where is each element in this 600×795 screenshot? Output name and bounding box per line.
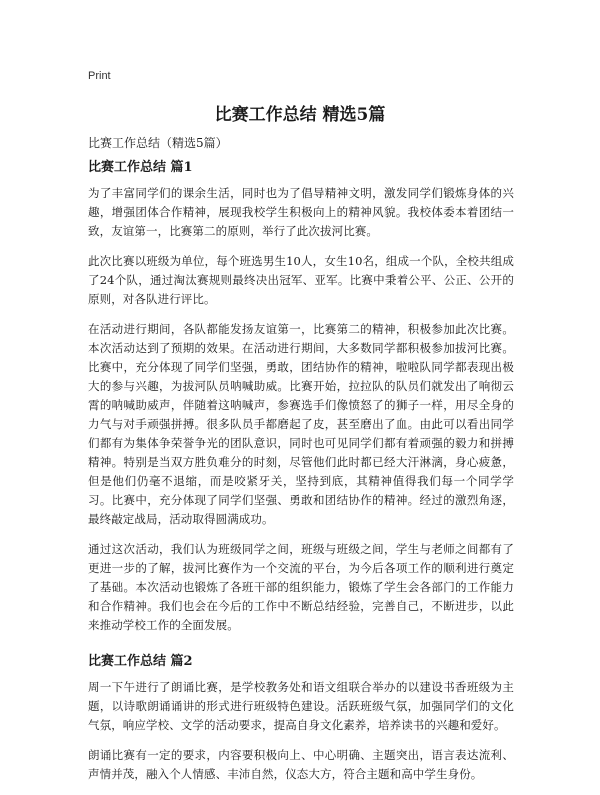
section-heading: 比赛工作总结 篇2 (88, 654, 193, 669)
print-label: Print (88, 70, 111, 82)
paragraph: 此次比赛以班级为单位，每个班选男生10人，女生10名，组成一个队，全校共组成了24个队，通过淘汰赛规则最终决出冠军、亚军。比赛中秉着公平、公正、公开的原则，对各队进行评比。 (88, 254, 514, 306)
section-heading: 比赛工作总结 篇1 (88, 160, 193, 175)
section-1 (88, 158, 514, 635)
document-subtitle: 比赛工作总结（精选5篇） (88, 136, 228, 150)
section-2 (88, 652, 514, 784)
paragraph: 在活动进行期间，各队都能发扬友谊第一，比赛第二的精神，积极参加此次比赛。本次活动达到了预期的效果。在活动进行期间，大多数同学都积极参加拔河比赛。比赛中，充分体现了同学们坚强，勇敢，团结协作的精神，啦啦队同学都表现出极大的参与兴趣，为拔河队员呐喊助威。比赛开始，拉拉队的队员们就发出了响彻云霄的呐喊助威声，伴随着这呐喊声，参赛选手们像愤怒了的狮子一样，用尽全身的力气与对手顽强拼搏。很多队员手都磨起了皮，甚至磨出了血。由此可以看出同学们都有为集体争荣誉争光的团队意识，同时也可见同学们都有着顽强的毅力和拼搏精神。特别是当双方胜负难分的时刻，尽管他们此时都已经大汗淋漓，身心疲惫，但是他们仍毫不退缩，而是咬紧牙关，坚持到底，其精神值得我们每一个同学学习。比赛中，充分体现了同学们坚强、勇敢和团结协作的精神。经过的激烈角逐，最终敲定战局，活动取得圆满成功。 (88, 322, 514, 526)
paragraph: 朗诵比赛有一定的要求，内容要积极向上、中心明确、主题突出，语言表达流利、声情并茂，融入个人情感、丰沛自然，仪态大方，符合主题和高中学生身份。 (88, 748, 514, 781)
paragraph: 周一下午进行了朗诵比赛，是学校教务处和语文组联合举办的以建设书香班级为主题，以诗歌朗诵诵讲的形式进行班级特色建设。活跃班级气氛，加强同学们的文化气氛，响应学校、文学的活动要求，提高自身文化素养，培养读书的兴趣和爱好。 (88, 680, 514, 732)
paragraph: 为了丰富同学们的课余生活，同时也为了倡导精神文明，激发同学们锻炼身体的兴趣，增强团体合作精神，展现我校学生积极向上的精神风貌。我校体委本着团结一致，友谊第一，比赛第二的原则，举行了此次拔河比赛。 (88, 186, 514, 238)
document-body (88, 158, 514, 795)
paragraph: 通过这次活动，我们认为班级同学之间，班级与班级之间，学生与老师之间都有了更进一步的了解，拔河比赛作为一个交流的平台，为今后各项工作的顺利进行奠定了基础。本次活动也锻炼了各班干部的组织能力，锻炼了学生会各部门的工作能力和合作精神。我们也会在今后的工作中不断总结经验，完善自己，不断进步，以此来推动学校工作的全面发展。 (88, 542, 514, 632)
document-title: 比赛工作总结 精选5篇 (214, 105, 386, 125)
